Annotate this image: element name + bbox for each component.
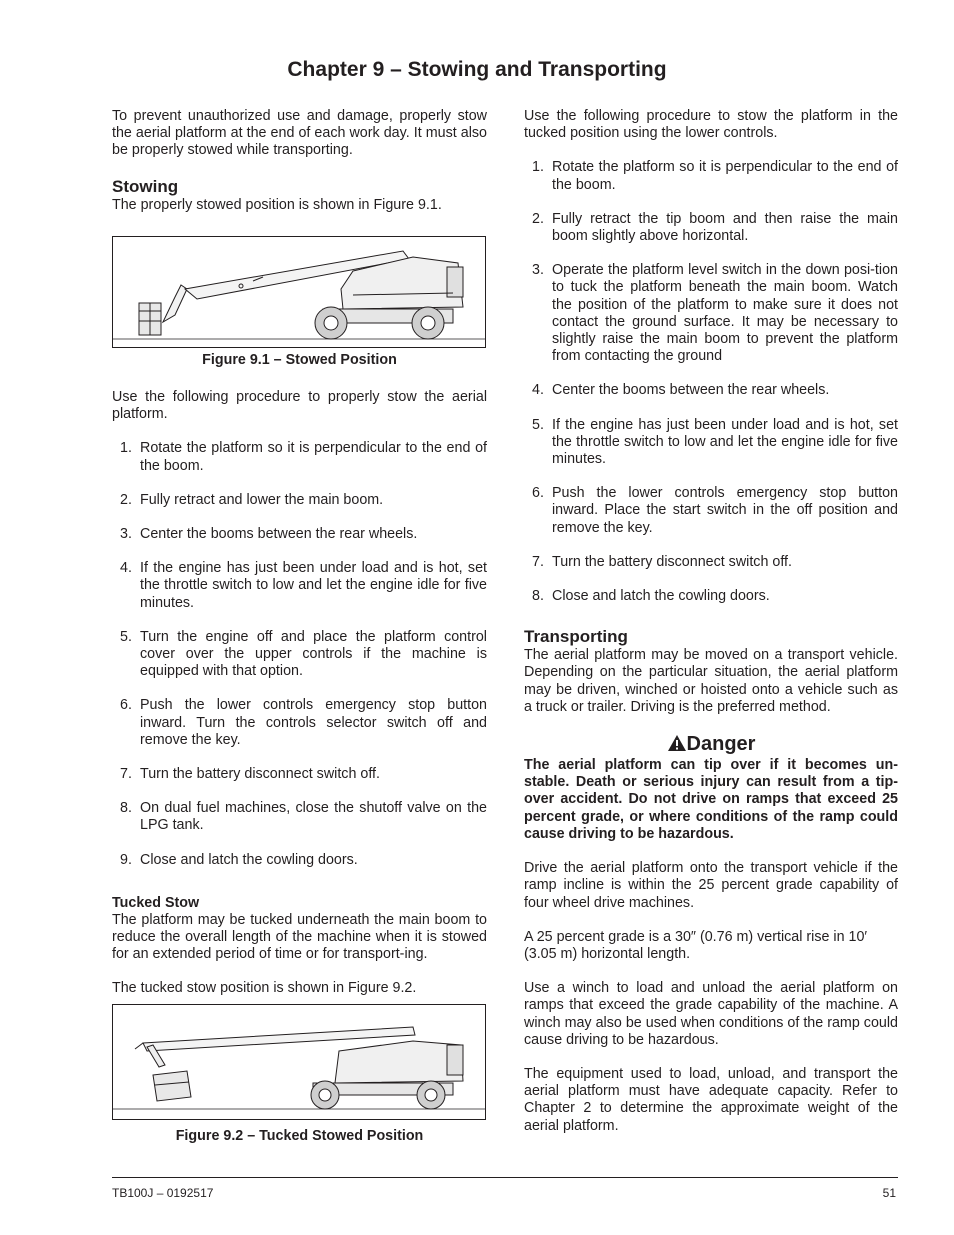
list-item: 5. Turn the engine off and place the platform control cover over the upper controls if the machine is equipped with that option. — [120, 628, 487, 680]
intro-paragraph: To prevent unauthorized use and damage, properly stow the aerial platform at the end of each work day. It must also be properly stowed while transporting. — [112, 108, 487, 159]
equipment-paragraph: The equipment used to load, unload, and transport the aerial platform must have adequate capacity. Refer to Chapter 2 to determine the approximate weight of the aerial platform. — [524, 1065, 898, 1134]
stowed-machine-illustration — [113, 237, 485, 347]
list-item: 6. Push the lower controls emergency stop button inward. Place the start switch in the off position and remove the key. — [532, 485, 898, 536]
left-column — [112, 108, 487, 1165]
tucked-stow-heading: Tucked Stow — [112, 894, 200, 911]
list-item: 1. Rotate the platform so it is perpendicular to the end of the boom. — [532, 159, 898, 193]
list-item: 3. Center the booms between the rear wheels. — [120, 526, 418, 543]
list-item: 4. Center the booms between the rear wheels. — [532, 382, 830, 399]
list-item: 8. On dual fuel machines, close the shutoff valve on the LPG tank. — [120, 800, 487, 834]
grade-paragraph: A 25 percent grade is a 30″ (0.76 m) vertical rise in 10′ (3.05 m) horizontal length. — [524, 928, 868, 962]
figure1-caption: Figure 9.1 – Stowed Position — [202, 351, 397, 368]
list-item: 5. If the engine has just been under load and is hot, set the throttle switch to low and let the engine idle for five minutes. — [532, 416, 898, 468]
list-item: 2. Fully retract the tip boom and then raise the main boom slightly above horizontal. — [532, 210, 898, 245]
list-item: 8. Close and latch the cowling doors. — [532, 588, 770, 605]
figure-stowed-position — [112, 236, 486, 348]
page-title: Chapter 9 – Stowing and Transporting — [287, 58, 667, 81]
list-item: 6. Push the lower controls emergency stop button inward. Turn the controls selector switch off and remove the key. — [120, 697, 487, 748]
stow-steps-list — [112, 440, 487, 868]
list-item: 7. Turn the battery disconnect switch off. — [120, 766, 380, 783]
transporting-text: The aerial platform may be moved on a transport vehicle. Depending on the particular situation, the aerial platform may be driven, winched or hoisted onto a vehicle such as a truck or trailer. Driving is the preferred method. — [524, 647, 898, 715]
figure-tucked-position — [112, 1004, 486, 1120]
footer-page-number: 51 — [882, 1186, 896, 1200]
warning-triangle-icon — [667, 734, 687, 752]
stowing-text: The properly stowed position is shown in Figure 9.1. — [112, 196, 442, 213]
ramp-paragraph: Drive the aerial platform onto the transport vehicle if the ramp incline is within the 25 percent grade capability of four wheel drive machines. — [524, 860, 898, 911]
list-item: 3. Operate the platform level switch in the down posi-tion to tuck the platform beneath the main boom. Watch the position of the platform to make sure it does not contact the ground surface. It may be necessary to slightly raise the main boom to prevent the platform from contacting the ground — [532, 262, 898, 365]
winch-paragraph: Use a winch to load and unload the aerial platform on ramps that exceed the grade capability of the machine. A winch may also be used when conditions of the ramp could cause driving to be hazardous. — [524, 980, 898, 1048]
tucked-procedure-intro: Use the following procedure to stow the platform in the tucked position using the lower controls. — [524, 108, 898, 142]
list-item: 2. Fully retract and lower the main boom. — [120, 491, 384, 508]
figure2-caption: Figure 9.2 – Tucked Stowed Position — [175, 1127, 424, 1144]
footer-divider — [112, 1177, 898, 1178]
danger-heading: Danger — [524, 733, 898, 755]
tucked-machine-illustration — [113, 1005, 485, 1119]
footer-doc-id: TB100J – 0192517 — [112, 1186, 214, 1200]
list-item: 1. Rotate the platform so it is perpendicular to the end of the boom. — [120, 440, 487, 474]
tucked-steps-list — [524, 159, 898, 605]
transporting-heading: Transporting — [524, 627, 628, 647]
list-item: 9. Close and latch the cowling doors. — [120, 851, 358, 868]
danger-text: The aerial platform can tip over if it becomes un-stable. Death or serious injury can result from a tip-over accident. Do not drive on ramps that exceed 25 percent grade, or where conditions of the ramp could cause driving to be hazardous. — [524, 757, 898, 842]
right-column — [524, 108, 898, 1152]
tucked-stow-reference: The tucked stow position is shown in Figure 9.2. — [112, 980, 417, 997]
list-item: 4. If the engine has just been under load and is hot, set the throttle switch to low and let the engine idle for five minutes. — [120, 560, 487, 611]
stowing-heading: Stowing — [112, 176, 179, 196]
procedure-intro: Use the following procedure to properly stow the aerial platform. — [112, 389, 487, 423]
list-item: 7. Turn the battery disconnect switch off. — [532, 553, 792, 570]
tucked-stow-text: The platform may be tucked underneath the main boom to reduce the overall length of the machine when it is stowed for an extended period of time or for transport-ing. — [112, 911, 487, 963]
